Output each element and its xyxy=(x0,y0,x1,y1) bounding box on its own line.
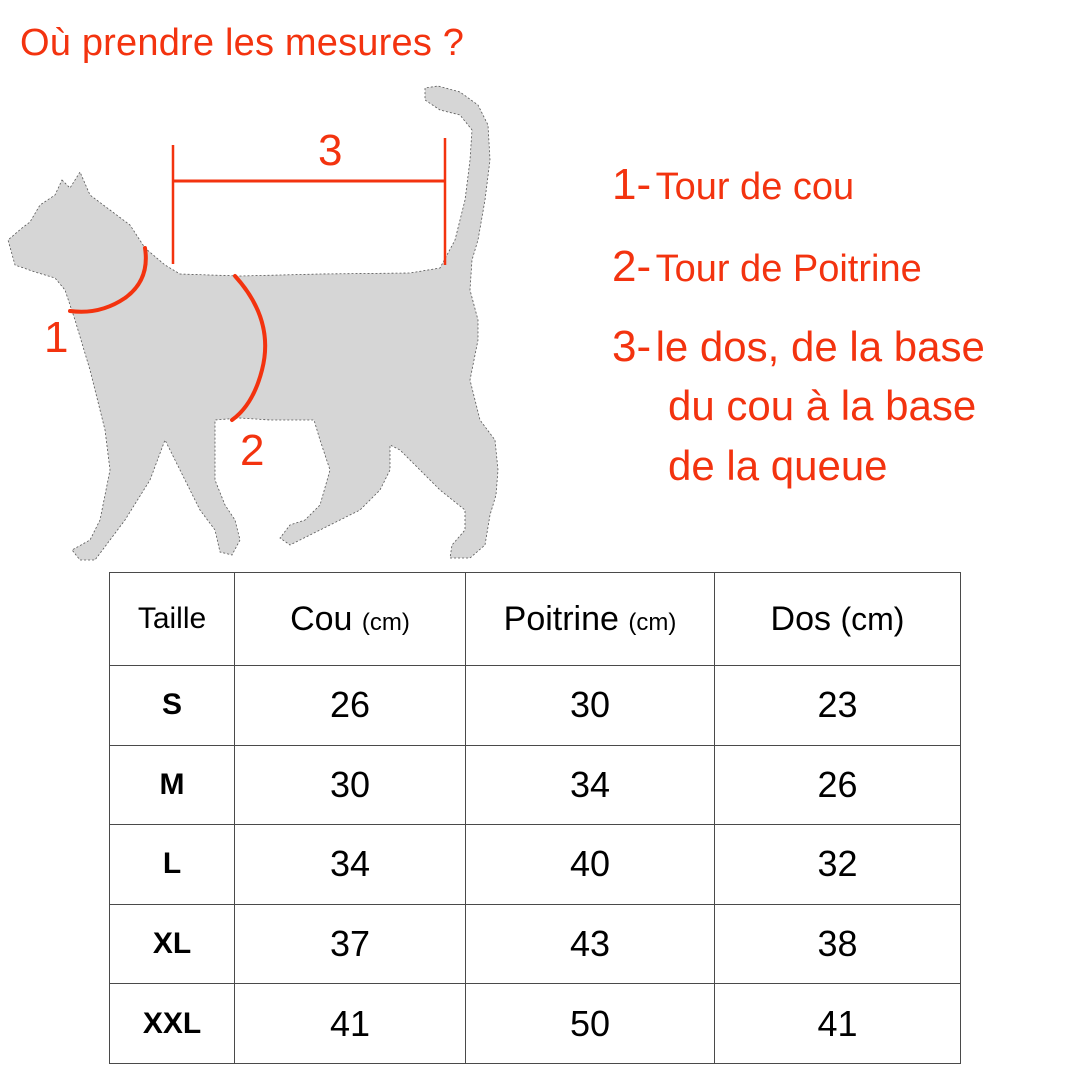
legend-label: le dos, de la base xyxy=(655,323,985,370)
cat-silhouette-icon xyxy=(8,86,498,560)
legend-number: 1- xyxy=(612,160,652,209)
header-dos: Dos (cm) xyxy=(715,573,961,666)
legend-label-continuation: de la queue xyxy=(668,442,888,489)
table-row xyxy=(110,745,961,825)
dos-cell: 23 xyxy=(715,666,961,746)
marker-3: 3 xyxy=(318,126,343,175)
table-row xyxy=(110,984,961,1064)
table-row xyxy=(110,825,961,905)
cou-cell: 30 xyxy=(235,745,466,825)
legend-label: Tour de Poitrine xyxy=(655,248,922,290)
header-poitrine: Poitrine (cm) xyxy=(466,573,715,666)
poitrine-cell: 40 xyxy=(466,825,715,905)
size-cell: XL xyxy=(110,904,235,984)
legend-number: 3- xyxy=(612,322,652,371)
legend-label: Tour de cou xyxy=(655,166,855,208)
cat-measurement-diagram xyxy=(0,80,540,570)
size-chart-table xyxy=(109,572,961,1064)
size-cell: XXL xyxy=(110,984,235,1064)
dos-cell: 41 xyxy=(715,984,961,1064)
poitrine-cell: 30 xyxy=(466,666,715,746)
poitrine-cell: 43 xyxy=(466,904,715,984)
cou-cell: 41 xyxy=(235,984,466,1064)
poitrine-cell: 34 xyxy=(466,745,715,825)
marker-2: 2 xyxy=(240,426,265,475)
legend-item-neck xyxy=(612,160,854,210)
legend-number: 2- xyxy=(612,242,652,291)
cou-cell: 34 xyxy=(235,825,466,905)
page-title: Où prendre les mesures ? xyxy=(20,22,465,64)
header-cou: Cou (cm) xyxy=(235,573,466,666)
dos-cell: 32 xyxy=(715,825,961,905)
cou-cell: 37 xyxy=(235,904,466,984)
marker-1: 1 xyxy=(44,313,69,362)
table-header-row xyxy=(110,573,961,666)
cou-cell: 26 xyxy=(235,666,466,746)
size-cell: M xyxy=(110,745,235,825)
back-measure-line xyxy=(173,138,445,265)
size-cell: L xyxy=(110,825,235,905)
legend-item-back xyxy=(612,322,985,372)
dos-cell: 26 xyxy=(715,745,961,825)
legend-label-continuation: du cou à la base xyxy=(668,382,977,429)
poitrine-cell: 50 xyxy=(466,984,715,1064)
table-row xyxy=(110,904,961,984)
size-cell: S xyxy=(110,666,235,746)
legend-item-chest xyxy=(612,242,922,292)
dos-cell: 38 xyxy=(715,904,961,984)
table-row xyxy=(110,666,961,746)
header-taille: Taille xyxy=(110,573,235,666)
